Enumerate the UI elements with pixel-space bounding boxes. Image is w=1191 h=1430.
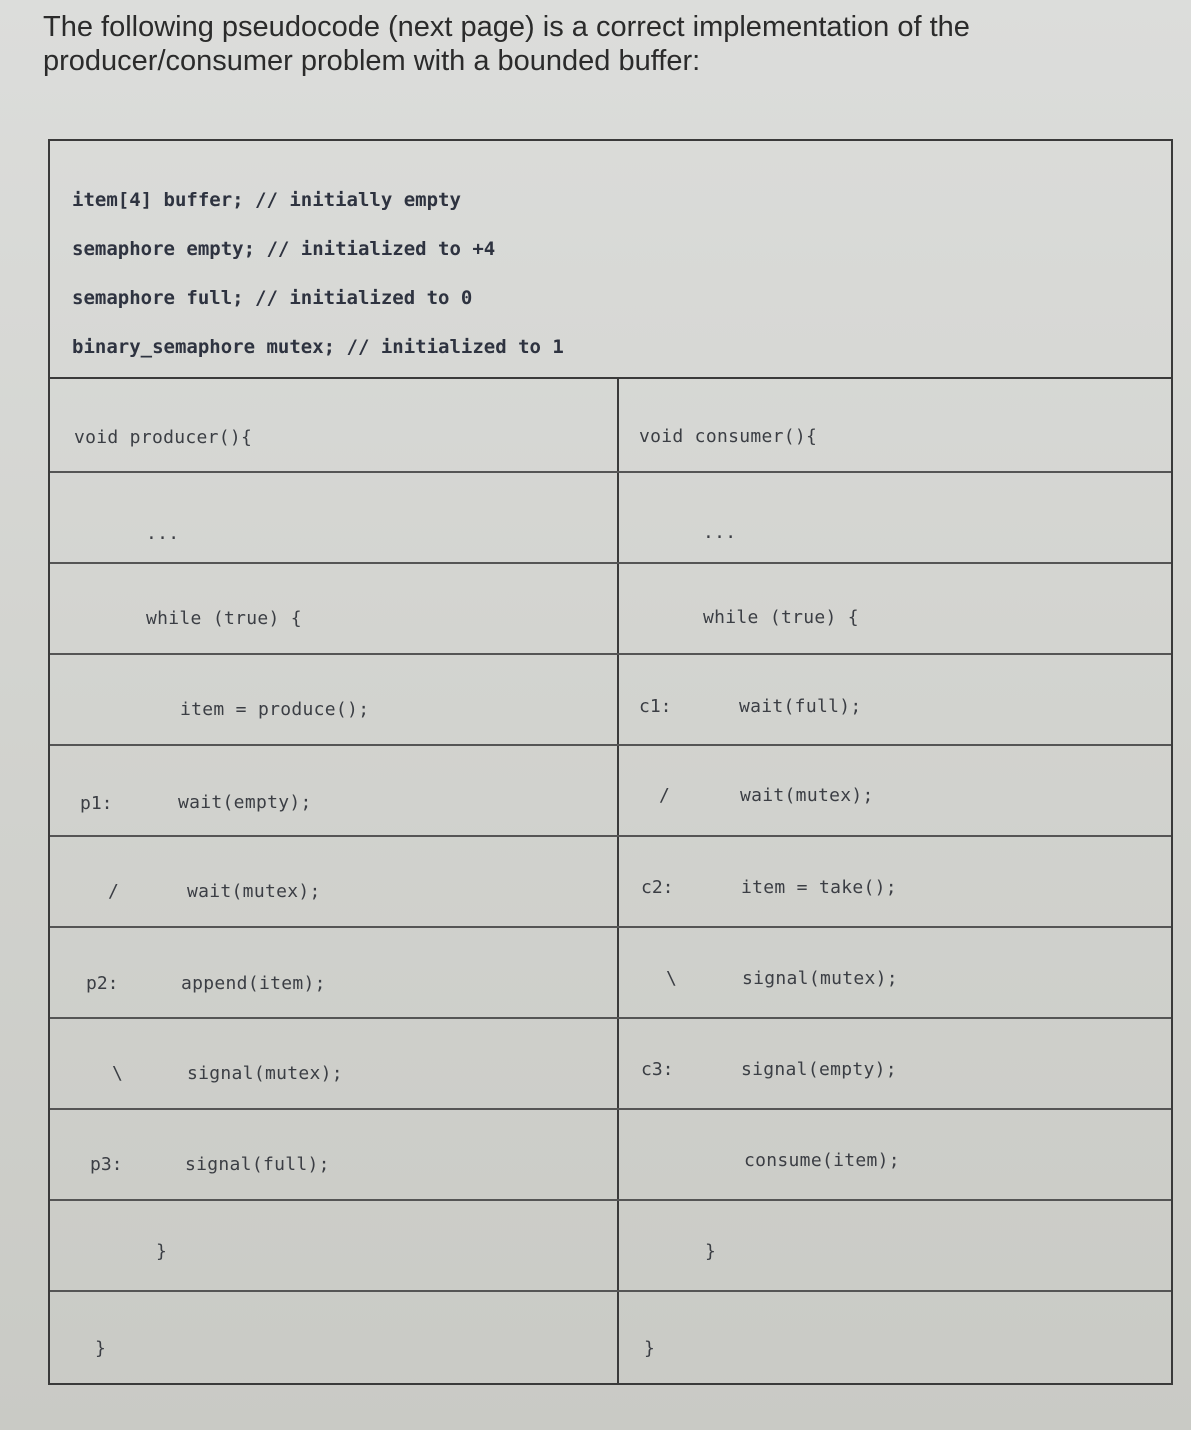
producer-func-close: } <box>95 1338 107 1359</box>
consumer-cell <box>619 837 1171 926</box>
table-row <box>50 564 1171 655</box>
consumer-consume: consume(item); <box>744 1150 900 1171</box>
consumer-cell <box>619 473 1171 562</box>
producer-signal-mutex: signal(mutex); <box>187 1063 343 1084</box>
table-row <box>50 473 1171 564</box>
consumer-while: while (true) { <box>703 607 859 628</box>
producer-cell <box>50 1292 619 1383</box>
label-c3: c3: <box>641 1059 674 1080</box>
declarations-block <box>50 141 1171 379</box>
producer-signal-full: signal(full); <box>185 1154 330 1175</box>
consumer-loop-close: } <box>705 1241 717 1262</box>
consumer-ellipsis: ... <box>703 522 737 543</box>
producer-cell <box>50 1110 619 1199</box>
consumer-take: item = take(); <box>741 877 897 898</box>
producer-cell <box>50 928 619 1017</box>
consumer-cell <box>619 746 1171 835</box>
decl-empty-semaphore: semaphore empty; // initialized to +4 <box>72 238 496 260</box>
label-c1: c1: <box>639 696 672 717</box>
producer-cell <box>50 746 619 835</box>
consumer-cell <box>619 564 1171 653</box>
table-row <box>50 1292 1171 1383</box>
slash-mark: / <box>659 785 670 806</box>
producer-wait-mutex: wait(mutex); <box>187 881 321 902</box>
decl-buffer: item[4] buffer; // initially empty <box>72 189 461 211</box>
pseudocode-table <box>48 139 1173 1385</box>
table-row <box>50 746 1171 837</box>
consumer-cell <box>619 1019 1171 1108</box>
table-row <box>50 1019 1171 1110</box>
consumer-wait-mutex: wait(mutex); <box>740 785 874 806</box>
label-p2: p2: <box>86 973 119 994</box>
table-row <box>50 1110 1171 1201</box>
producer-ellipsis: ... <box>146 523 180 544</box>
decl-full-semaphore: semaphore full; // initialized to 0 <box>72 287 473 309</box>
consumer-signal-empty: signal(empty); <box>741 1059 897 1080</box>
slash-mark: / <box>108 881 119 902</box>
consumer-header: void consumer(){ <box>639 426 818 447</box>
producer-while: while (true) { <box>146 608 302 629</box>
intro-line-2: producer/consumer problem with a bounded buffer: <box>43 45 701 77</box>
producer-cell <box>50 837 619 926</box>
producer-loop-close: } <box>156 1241 168 1262</box>
producer-append: append(item); <box>181 973 326 994</box>
producer-cell <box>50 564 619 653</box>
consumer-cell <box>619 1110 1171 1199</box>
producer-cell <box>50 1201 619 1290</box>
intro-line-1: The following pseudocode (next page) is a correct implementation of the <box>43 11 970 43</box>
producer-produce: item = produce(); <box>180 699 370 720</box>
table-row <box>50 379 1171 473</box>
label-c2: c2: <box>641 877 674 898</box>
intro-text <box>43 10 1143 78</box>
table-row <box>50 1201 1171 1292</box>
table-row <box>50 928 1171 1019</box>
decl-mutex: binary_semaphore mutex; // initialized to 1 <box>72 336 564 358</box>
producer-cell <box>50 379 619 471</box>
label-p1: p1: <box>80 793 113 814</box>
table-row <box>50 655 1171 746</box>
consumer-wait-full: wait(full); <box>739 696 862 717</box>
table-row <box>50 837 1171 928</box>
producer-cell <box>50 1019 619 1108</box>
label-p3: p3: <box>90 1154 123 1175</box>
producer-wait-empty: wait(empty); <box>178 792 312 813</box>
consumer-cell <box>619 928 1171 1017</box>
producer-cell <box>50 655 619 744</box>
consumer-cell <box>619 1292 1171 1383</box>
consumer-func-close: } <box>644 1338 656 1359</box>
consumer-cell <box>619 655 1171 744</box>
backslash-mark: \ <box>666 968 677 989</box>
consumer-cell <box>619 379 1171 471</box>
producer-header: void producer(){ <box>74 427 253 448</box>
consumer-signal-mutex: signal(mutex); <box>742 968 898 989</box>
backslash-mark: \ <box>112 1063 123 1084</box>
producer-cell <box>50 473 619 562</box>
consumer-cell <box>619 1201 1171 1290</box>
